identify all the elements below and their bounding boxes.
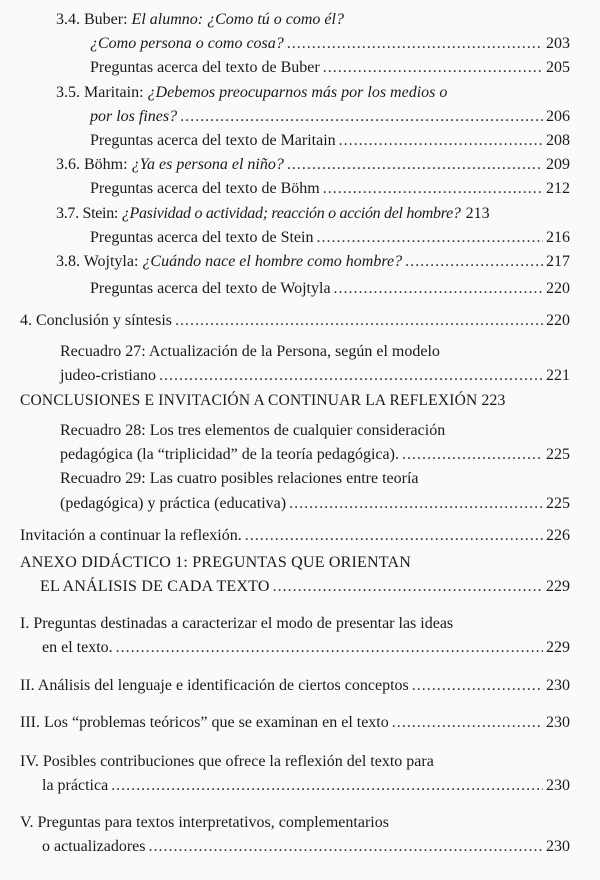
page-number: 229 (546, 578, 570, 595)
page-number: 230 (546, 714, 570, 731)
author-name: Buber: (84, 11, 128, 28)
toc-entry-bohm-questions (0, 177, 600, 201)
page-number: 216 (546, 229, 570, 246)
toc-entry-wojtyla (0, 250, 600, 274)
entry-text-cont: la práctica (42, 777, 109, 794)
page-number: 220 (546, 312, 570, 329)
toc-entry-annex-ii (0, 674, 600, 698)
entry-text: V. Preguntas para textos interpretativos, complementarios (20, 814, 389, 831)
dot-leader (180, 105, 543, 129)
page-number: 223 (481, 392, 506, 409)
page-number: 230 (546, 838, 570, 855)
entry-text-cont: o actualizadores (42, 838, 146, 855)
toc-entry-conclusiones (0, 389, 600, 413)
section-title-cont: por los fines? (90, 108, 178, 125)
dot-leader (245, 524, 543, 548)
section-title: El alumno: ¿Como tú o como él? (131, 11, 344, 28)
page-number: 230 (546, 677, 570, 694)
author-name: Stein: (82, 205, 119, 222)
toc-entry-annex-iii (0, 711, 600, 735)
page-number: 225 (546, 446, 570, 463)
section-title: ¿Ya es persona el niño? (131, 156, 284, 173)
dot-leader (334, 277, 543, 301)
entry-text: 4. Conclusión y síntesis (20, 312, 173, 329)
section-title: ¿Debemos preocuparnos más por los medios o (147, 84, 448, 101)
entry-text: Recuadro 28: Los tres elementos de cualquier consideración (60, 422, 446, 439)
author-name: Wojtyla: (83, 253, 139, 270)
toc-entry-maritain (0, 81, 600, 105)
dot-leader (412, 674, 543, 698)
entry-text: Recuadro 29: Las cuatro posibles relaciones entre teoría (60, 470, 419, 487)
dot-leader (339, 129, 543, 153)
dot-leader (287, 32, 543, 56)
page-number: 203 (546, 35, 570, 52)
toc-entry-recuadro-28 (0, 419, 600, 443)
dot-leader (405, 250, 543, 274)
toc-entry-buber (0, 8, 600, 32)
entry-text: Preguntas acerca del texto de Buber (90, 59, 320, 76)
entry-text: Recuadro 27: Actualización de la Persona, según el modelo (60, 343, 440, 360)
page-number: 229 (546, 639, 570, 656)
dot-leader (111, 774, 543, 798)
section-number: 3.6. (56, 156, 80, 173)
page-number: 220 (546, 280, 570, 297)
dot-leader (273, 575, 543, 599)
section-number: 3.8. (56, 253, 80, 270)
entry-text: I. Preguntas destinadas a caracterizar el modo de presentar las ideas (20, 615, 454, 632)
entry-text: Preguntas acerca del texto de Stein (90, 229, 314, 246)
page-number: 213 (465, 205, 490, 222)
dot-leader (323, 177, 543, 201)
entry-text: Invitación a continuar la reflexión. (20, 527, 242, 544)
section-number: 3.4. (56, 11, 80, 28)
dot-leader (316, 226, 543, 250)
toc-entry-recuadro-27 (0, 340, 600, 364)
page-number: 208 (546, 132, 570, 149)
dot-leader (287, 153, 543, 177)
toc-entry-maritain-questions (0, 129, 600, 153)
entry-text: Preguntas acerca del texto de Wojtyla (90, 280, 331, 297)
section-title: ¿Cuándo nace el hombre como hombre? (142, 253, 403, 270)
dot-leader (159, 364, 543, 388)
toc-entry-stein (0, 202, 600, 226)
section-number: 3.7. (56, 205, 79, 222)
entry-text: IV. Posibles contribuciones que ofrece la reflexión del texto para (20, 753, 434, 770)
page-number: 225 (546, 495, 570, 512)
entry-text: ANEXO DIDÁCTICO 1: PREGUNTAS QUE ORIENTAN (20, 554, 411, 571)
toc-entry-recuadro-29 (0, 467, 600, 491)
dot-leader (175, 309, 543, 333)
toc-entry-invitacion (0, 524, 600, 548)
dot-leader (116, 636, 543, 660)
page-number: 230 (546, 777, 570, 794)
entry-text-cont: (pedagógica) y práctica (educativa) (60, 495, 287, 512)
section-title: ¿Pasividad o actividad; reacción o acción del hombre? (121, 205, 461, 222)
dot-leader (392, 711, 543, 735)
entry-text-cont: en el texto. (42, 639, 113, 656)
entry-text: Preguntas acerca del texto de Maritain (90, 132, 336, 149)
page-number: 212 (546, 180, 570, 197)
toc-entry-anexo (0, 551, 600, 575)
dot-leader (402, 443, 543, 467)
author-name: Böhm: (84, 156, 128, 173)
toc-entry-annex-iv (0, 750, 600, 774)
author-name: Maritain: (84, 84, 144, 101)
dot-leader (289, 492, 543, 516)
toc-entry-annex-v (0, 811, 600, 835)
page-number: 209 (546, 156, 570, 173)
toc-entry-buber-questions (0, 56, 600, 80)
toc-entry-stein-questions (0, 226, 600, 250)
page-number: 226 (546, 527, 570, 544)
toc-entry-wojtyla-questions (0, 277, 600, 301)
entry-text: CONCLUSIONES E INVITACIÓN A CONTINUAR LA REFLEXIÓN (20, 392, 478, 409)
section-number: 3.5. (56, 84, 80, 101)
page-number: 217 (546, 253, 570, 270)
entry-text: Preguntas acerca del texto de Böhm (90, 180, 320, 197)
page-number: 221 (546, 367, 570, 384)
dot-leader (323, 56, 543, 80)
toc-entry-annex-i (0, 612, 600, 636)
section-title-cont: ¿Como persona o como cosa? (90, 35, 284, 52)
toc-entry-bohm (0, 153, 600, 177)
toc-entry-conclusion (0, 309, 600, 333)
dot-leader (149, 835, 544, 859)
entry-text-cont: EL ANÁLISIS DE CADA TEXTO (40, 578, 270, 595)
entry-text: III. Los “problemas teóricos” que se examinan en el texto (20, 714, 389, 731)
page-number: 205 (546, 59, 570, 76)
page-number: 206 (546, 108, 570, 125)
entry-text: II. Análisis del lenguaje e identificación de ciertos conceptos (20, 677, 409, 694)
entry-text-cont: pedagógica (la “triplicidad” de la teoría pedagógica). (60, 446, 399, 463)
entry-text-cont: judeo-cristiano (60, 367, 156, 384)
